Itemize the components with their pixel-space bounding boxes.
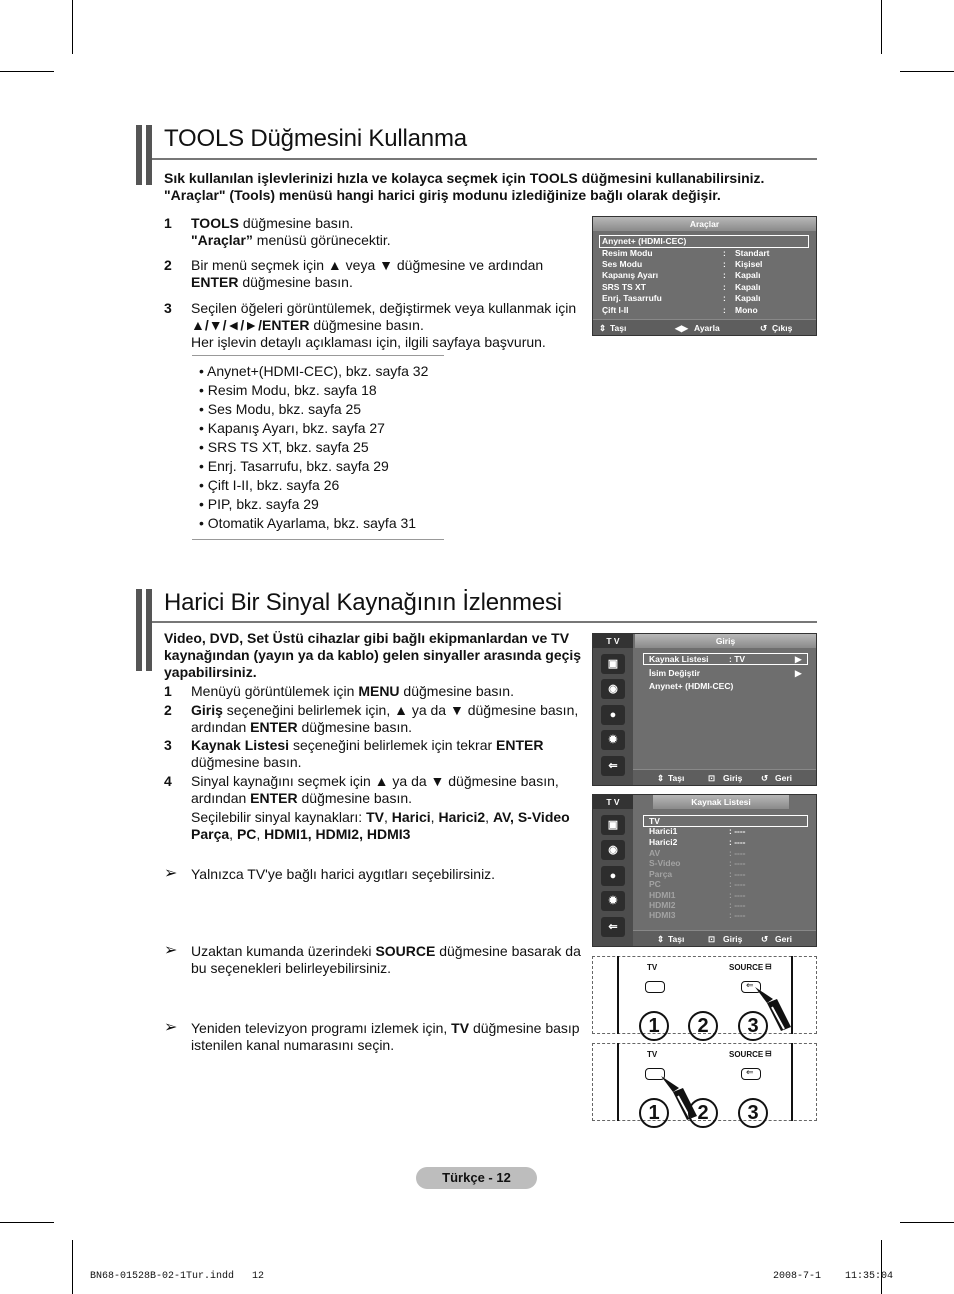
step-keyword: ENTER <box>191 274 239 290</box>
source-item <box>649 879 746 889</box>
step-3 <box>164 300 584 352</box>
source-label: S-Video <box>649 858 681 868</box>
section2-intro <box>164 630 589 681</box>
input-icon: ⇐ <box>601 917 625 937</box>
menu-sep: : <box>723 282 726 292</box>
step-text: düğmesine basın. <box>297 719 413 735</box>
source-label: AV <box>649 848 661 858</box>
step-keyword: MENU <box>358 683 400 699</box>
menu-sidebar <box>593 795 633 946</box>
menu-footer <box>633 930 816 946</box>
menu-item-label: SRS TS XT <box>602 282 646 292</box>
step-number: 1 <box>164 683 172 699</box>
source-label: TV <box>649 816 660 826</box>
separator: , <box>430 809 439 825</box>
tv-button <box>645 981 665 993</box>
reference-item: • PIP, bkz. sayfa 29 <box>199 496 319 512</box>
input-menu-screen <box>592 633 817 786</box>
source-label: HDMI1 <box>649 890 676 900</box>
step-text: düğmesine basın. <box>297 790 413 806</box>
enter-icon: ⊡ <box>708 773 716 783</box>
source-label: Harici1 <box>649 826 678 836</box>
source-value: : ---- <box>729 879 746 889</box>
input-step-3 <box>164 737 589 771</box>
source-name: TV <box>366 809 384 825</box>
reference-item: • Resim Modu, bkz. sayfa 18 <box>199 382 377 398</box>
move-icon: ⇕ <box>599 323 607 333</box>
menu-footer <box>633 769 816 785</box>
note-1 <box>164 865 591 883</box>
source-symbol-icon: ⇐ <box>746 1067 754 1077</box>
menu-item <box>602 248 812 258</box>
step-text: seçeneğini belirlemek için tekrar <box>289 737 497 753</box>
source-item <box>649 869 746 879</box>
source-name: AV, S-Video <box>492 809 570 825</box>
step-number: 2 <box>164 257 172 273</box>
digit-2-button: 2 <box>688 1011 718 1041</box>
source-value: : ---- <box>729 848 746 858</box>
setup-icon: ✹ <box>601 891 625 911</box>
source-item <box>649 858 746 868</box>
remote-illustration-tv <box>592 1043 817 1124</box>
separator: , <box>485 809 493 825</box>
tv-button-label: TV <box>647 963 658 972</box>
menu-item <box>602 259 812 269</box>
source-value: : ---- <box>729 900 746 910</box>
step-text: Seçilen öğeleri görüntülemek, değiştirmek veya kullanmak için <box>191 300 577 316</box>
source-item <box>649 900 746 910</box>
note-text: istenilen kanal numarasını seçin. <box>191 1037 395 1053</box>
step-1 <box>164 215 584 249</box>
source-name: Parça <box>191 826 230 842</box>
move-icon: ⇕ <box>657 773 665 783</box>
menu-item-value: Kapalı <box>735 270 761 280</box>
input-step-4 <box>164 773 589 807</box>
menu-header: Araçlar <box>593 217 816 231</box>
move-icon: ⇕ <box>657 934 665 944</box>
section1-intro <box>164 170 804 204</box>
input-step-1 <box>164 683 589 701</box>
digit-1-button: 1 <box>639 1011 669 1041</box>
source-button-label: SOURCE <box>729 963 764 972</box>
print-slug-file: BN68-01528B-02-1Tur.indd 12 <box>90 1271 265 1282</box>
input-step-2 <box>164 702 589 736</box>
source-icon: ⊟ <box>765 1049 772 1058</box>
step-number: 1 <box>164 215 172 231</box>
footer-back: Geri <box>775 934 793 944</box>
source-name: Harici2 <box>438 809 486 825</box>
source-value: : ---- <box>729 890 746 900</box>
menu-sep: : <box>723 259 726 269</box>
menu-item-label: İsim Değiştir <box>649 668 701 678</box>
source-label: HDMI2 <box>649 900 676 910</box>
step-text: Bir menü seçmek için ▲ veya ▼ düğmesine ve ardından <box>191 257 544 273</box>
step-text: ardından <box>191 790 251 806</box>
menu-item-value: Standart <box>735 248 770 258</box>
picture-icon: ▣ <box>601 654 625 674</box>
source-item <box>649 910 746 920</box>
step-text: düğmesine basın. <box>238 215 354 231</box>
source-value: : ---- <box>729 826 746 836</box>
step-keyword: "Araçlar” <box>191 232 253 248</box>
channel-icon: ● <box>601 705 625 725</box>
footer-enter: Giriş <box>723 773 743 783</box>
step-text: Seçilebilir sinyal kaynakları: <box>191 809 367 825</box>
source-item <box>649 890 746 900</box>
picture-icon: ▣ <box>601 815 625 835</box>
menu-item <box>602 305 812 315</box>
note-2 <box>164 942 591 977</box>
menu-item <box>602 293 812 303</box>
crop-mark <box>72 1240 73 1294</box>
source-label: Harici2 <box>649 837 678 847</box>
channel-icon: ● <box>601 866 625 886</box>
reference-item: • Ses Modu, bkz. sayfa 25 <box>199 401 362 417</box>
menu-item: Anynet+ (HDMI-CEC) <box>602 236 687 246</box>
return-icon: ↺ <box>760 323 768 333</box>
menu-item <box>649 654 806 664</box>
separator: , <box>229 826 237 842</box>
step-number: 3 <box>164 300 172 316</box>
submenu-arrow-icon: ▶ <box>795 654 802 664</box>
source-list-screen <box>592 794 817 947</box>
crop-mark <box>881 0 882 54</box>
intro-line: Sık kullanılan işlevlerinizi hızla ve kolayca seçmek için TOOLS düğmesini kullanabilirsiniz. <box>164 170 765 186</box>
section1-title: TOOLS Düğmesini Kullanma <box>164 125 467 152</box>
section-bar <box>136 589 142 671</box>
source-value: : ---- <box>729 869 746 879</box>
submenu-arrow-icon: ▶ <box>795 668 802 678</box>
step-number: 4 <box>164 773 172 789</box>
crop-mark <box>881 1240 882 1294</box>
note-keyword: SOURCE <box>375 943 436 959</box>
intro-line: Video, DVD, Set Üstü cihazlar gibi bağlı ekipmanlardan ve TV <box>164 630 570 646</box>
digit-1-button: 1 <box>639 1098 669 1128</box>
menu-item <box>649 681 733 691</box>
reference-item: • Anynet+(HDMI-CEC), bkz. sayfa 32 <box>199 363 429 379</box>
note-text: Yalnızca TV'ye bağlı harici aygıtları seçebilirsiniz. <box>191 866 496 882</box>
menu-footer <box>593 319 816 335</box>
source-name: PC <box>236 826 257 842</box>
menu-sep: : <box>723 248 726 258</box>
source-label: Parça <box>649 869 673 879</box>
source-label: HDMI3 <box>649 910 676 920</box>
menu-sep: : <box>723 270 726 280</box>
section2-title: Harici Bir Sinyal Kaynağının İzlenmesi <box>164 589 562 616</box>
section-bar <box>136 125 142 185</box>
step-keyword: ENTER <box>496 737 544 753</box>
menu-item-label: Kapanış Ayarı <box>602 270 659 280</box>
reference-list <box>199 362 428 533</box>
step-keyword: ENTER <box>250 719 298 735</box>
section-bar <box>146 589 152 671</box>
source-icon: ⊟ <box>765 962 772 971</box>
menu-item-value: Kişisel <box>735 259 763 269</box>
step-keyword: ENTER <box>250 790 298 806</box>
footer-move: Taşı <box>668 773 685 783</box>
intro-line: kaynağından (yayın ya da kablo) gelen sinyaller arasında geçiş <box>164 647 582 663</box>
menu-item-label: Kaynak Listesi <box>649 654 709 664</box>
menu-item-value: Mono <box>735 305 758 315</box>
digit-2-button: 2 <box>688 1098 718 1128</box>
separator: , <box>383 809 392 825</box>
source-item <box>649 837 746 847</box>
reference-item: • Kapanış Ayarı, bkz. sayfa 27 <box>199 420 385 436</box>
left-right-icon: ◀▶ <box>675 323 689 333</box>
title-rule <box>152 158 817 160</box>
crop-mark <box>0 71 54 72</box>
tv-label: T V <box>593 795 633 809</box>
footer-move: Taşı <box>668 934 685 944</box>
sound-icon: ◉ <box>601 840 625 860</box>
source-value: : ---- <box>729 837 746 847</box>
menu-sep: : <box>723 305 726 315</box>
note-text: bu seçenekleri belirleyebilirsiniz. <box>191 960 391 976</box>
step-text: menüsü görünecektir. <box>252 232 391 248</box>
digit-3-button: 3 <box>738 1011 768 1041</box>
return-icon: ↺ <box>761 773 769 783</box>
menu-item-label: Enrj. Tasarrufu <box>602 293 662 303</box>
source-name: HDMI1, HDMI2, HDMI3 <box>264 826 411 842</box>
step-text: seçeneğini belirlemek için, ▲ ya da ▼ düğmesine basın, <box>222 702 579 718</box>
menu-item-label: Resim Modu <box>602 248 653 258</box>
step-keyword: ▲/▼/◄/►/ENTER <box>191 317 310 333</box>
note-arrow-icon: ➢ <box>164 865 178 882</box>
step-keyword: Giriş <box>191 702 223 718</box>
step-text: ardından <box>191 719 251 735</box>
step-number: 3 <box>164 737 172 753</box>
reference-item: • SRS TS XT, bkz. sayfa 25 <box>199 439 369 455</box>
separator: , <box>256 826 265 842</box>
source-button-label: SOURCE <box>729 1050 764 1059</box>
footer-adjust: Ayarla <box>694 323 720 333</box>
reference-item: • Otomatik Ayarlama, bkz. sayfa 31 <box>199 515 417 531</box>
enter-icon: ⊡ <box>708 934 716 944</box>
digit-3-button: 3 <box>738 1098 768 1128</box>
crop-mark <box>900 71 954 72</box>
print-slug-date: 2008-7-1 11:35:04 <box>773 1271 894 1282</box>
tv-label: T V <box>593 634 633 648</box>
menu-item-label: Anynet+ (HDMI-CEC) <box>649 681 734 691</box>
source-item <box>649 816 660 826</box>
return-icon: ↺ <box>761 934 769 944</box>
source-name: Harici <box>391 809 431 825</box>
note-text: düğmesine basarak da <box>435 943 581 959</box>
note-text: Uzaktan kumanda üzerindeki <box>191 943 376 959</box>
crop-mark <box>72 0 73 54</box>
remote-illustration-source <box>592 956 817 1037</box>
setup-icon: ✹ <box>601 730 625 750</box>
reference-item: • Enrj. Tasarrufu, bkz. sayfa 29 <box>199 458 389 474</box>
step-text: Sinyal kaynağını seçmek için ▲ ya da ▼ düğmesine basın, <box>191 773 559 789</box>
reference-item: • Çift I-II, bkz. sayfa 26 <box>199 477 340 493</box>
menu-item <box>602 270 812 280</box>
menu-item-value: : TV <box>729 654 746 664</box>
bullet-rule-top <box>192 355 444 356</box>
source-symbol-icon: ⇐ <box>746 980 754 990</box>
footer-enter: Giriş <box>723 934 743 944</box>
step-text: düğmesine basın. <box>399 683 514 699</box>
step-keyword: TOOLS <box>191 215 239 231</box>
step-keyword: Kaynak Listesi <box>191 737 290 753</box>
intro-line: "Araçlar" (Tools) menüsü hangi harici giriş modunu izlediğinize bağlı olarak değişir. <box>164 187 721 203</box>
sound-icon: ◉ <box>601 679 625 699</box>
menu-sidebar <box>593 634 633 785</box>
note-keyword: TV <box>451 1020 470 1036</box>
note-text: Yeniden televizyon programı izlemek için, <box>191 1020 452 1036</box>
menu-item <box>602 282 812 292</box>
note-text: düğmesine basıp <box>469 1020 580 1036</box>
menu-item <box>649 668 806 678</box>
source-label: PC <box>649 879 661 889</box>
footer-move: Taşı <box>610 323 627 333</box>
menu-item-label: Çift I-II <box>602 305 629 315</box>
menu-header: Giriş <box>635 634 816 648</box>
step-text: düğmesine basın. <box>309 317 424 333</box>
menu-sep: : <box>723 293 726 303</box>
menu-item-label: Ses Modu <box>602 259 643 269</box>
source-list-text <box>191 809 591 843</box>
step-text: düğmesine basın. <box>238 274 353 290</box>
menu-item-value: Kapalı <box>735 293 761 303</box>
step-text: Menüyü görüntülemek için <box>191 683 359 699</box>
tv-button-label: TV <box>647 1050 658 1059</box>
step-text: Her işlevin detaylı açıklaması için, ilgili sayfaya başvurun. <box>191 334 546 350</box>
crop-mark <box>900 1222 954 1223</box>
section-bar <box>146 125 152 185</box>
note-3 <box>164 1019 591 1054</box>
source-item <box>649 826 746 836</box>
note-arrow-icon: ➢ <box>164 1019 178 1036</box>
crop-mark <box>0 1222 54 1223</box>
source-value: : ---- <box>729 910 746 920</box>
title-rule <box>152 621 817 623</box>
step-text: düğmesine basın. <box>191 754 302 770</box>
step-2 <box>164 257 584 291</box>
tools-menu-screen <box>592 216 817 336</box>
page-number: Türkçe - 12 <box>416 1167 537 1189</box>
footer-exit: Çıkış <box>772 323 793 333</box>
menu-item-value: Kapalı <box>735 282 761 292</box>
input-icon: ⇐ <box>601 756 625 776</box>
note-arrow-icon: ➢ <box>164 942 178 959</box>
menu-header: Kaynak Listesi <box>653 795 789 809</box>
source-item <box>649 848 746 858</box>
bullet-rule-bottom <box>192 539 444 540</box>
intro-line: yapabilirsiniz. <box>164 664 257 680</box>
step-number: 2 <box>164 702 172 718</box>
footer-back: Geri <box>775 773 793 783</box>
source-value: : ---- <box>729 858 746 868</box>
